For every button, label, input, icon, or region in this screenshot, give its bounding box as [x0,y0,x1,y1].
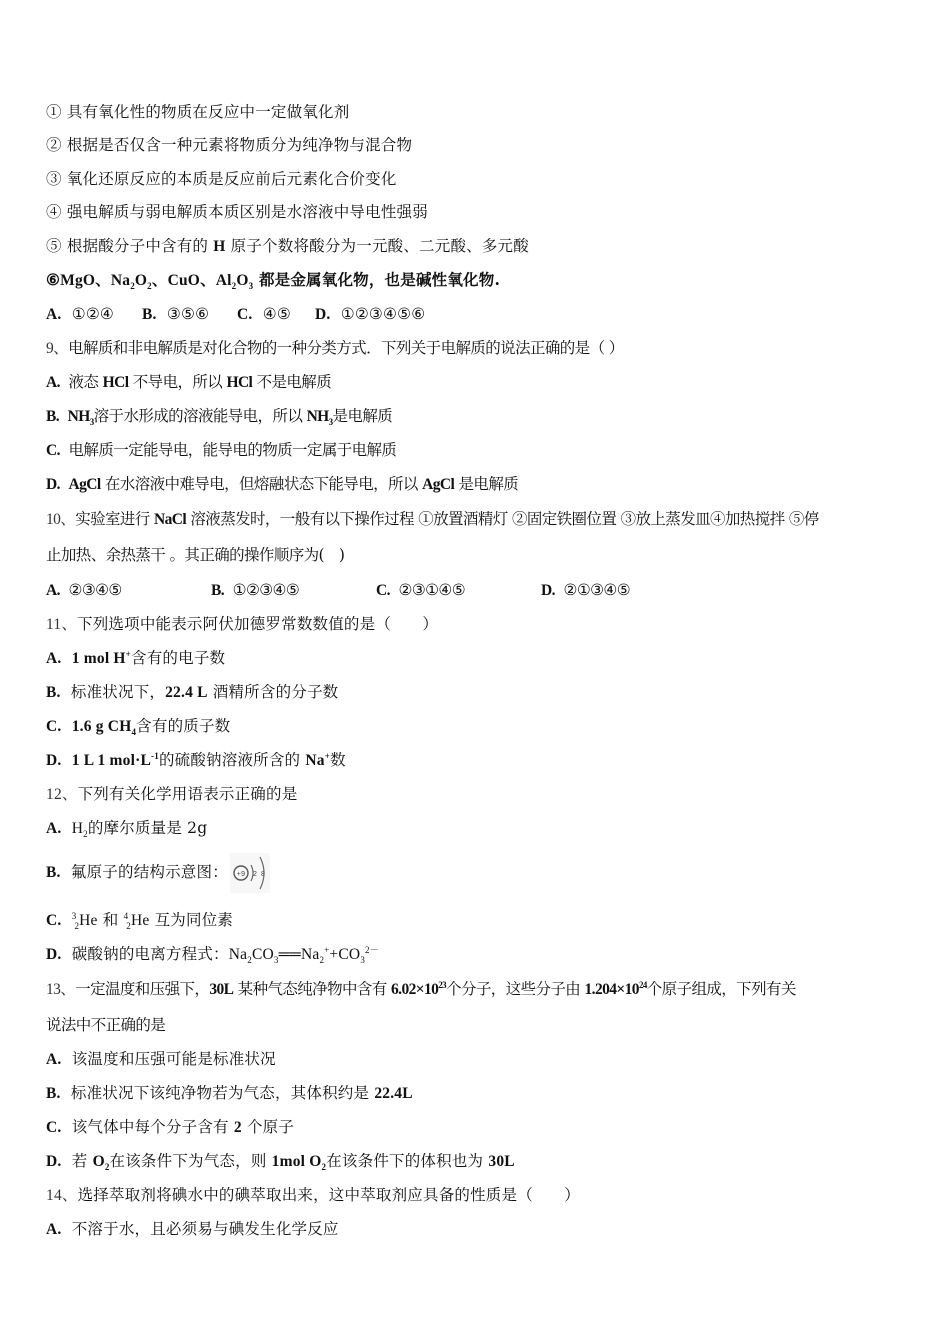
svg-text:2: 2 [252,871,257,878]
q11-option-a[interactable]: A. 1 mol H+含有的电子数 [46,648,226,667]
question-number: 9、 [46,340,69,357]
q10-option-d[interactable]: D. ②①③④⑤ [541,581,631,599]
ionization-equation: $Na_2CO_3══Na_2^++CO_3^{2-}$ [228,944,379,966]
question-number: 14、 [46,1187,78,1204]
statement-5 [46,236,529,257]
q13-option-b[interactable]: B. 标准状况下该纯净物若为气态，其体积约是 22.4L [46,1084,413,1102]
q10-option-c[interactable]: C. ②③①④⑤ [376,581,466,599]
separator: 、 [95,270,111,289]
statement-5-pre: ⑤ 根据酸分子中含有的 [46,237,214,255]
question-number: 13、 [46,981,76,998]
question-number: 11、 [46,616,78,633]
svg-text:+9: +9 [236,871,246,878]
q14-option-a[interactable]: A. 不溶于水，且必须易与碘发生化学反应 [46,1220,339,1238]
q13-stem-line-1: 13、一定温度和压强下，30L 某种气态纯净物中含有 $6.02\times 10^{23}$个分子，这些分子由 $1.204\times 10^{24}$个原子组成，下列有关 [46,979,796,998]
formula-nacl: NaCl [154,511,187,528]
formula-h: H [213,238,226,255]
q10-stem-line-2: 止加热、余热蒸干 。其正确的操作顺序为( ) [46,546,345,564]
statement-1: ① 具有氧化性的物质在反应中一定做氧化剂 [46,103,350,121]
formula-cuo: CuO [167,272,201,289]
q9-option-c[interactable]: C. 电解质一定能导电，能导电的物质一定属于电解质 [46,441,397,459]
q11-option-b[interactable]: B. 标准状况下，22.4 L 酒精所含的分子数 [46,683,339,701]
statement-6-mark: ⑥ [46,270,61,289]
separator: 、 [200,270,216,289]
q11-stem [46,614,438,635]
question-text: 电解质和非电解质是对化合物的一种分类方式．下列关于电解质的说法正确的是（ ） [68,339,624,357]
statement-6 [46,270,500,291]
q9-stem [46,338,624,359]
q10-options [46,580,630,601]
q8-options [46,304,425,325]
q9-option-a[interactable]: A. 液态 HCl 不导电，所以 HCl 不是电解质 [46,373,332,391]
q9-option-d[interactable]: D. AgCl 在水溶液中难导电，但熔融状态下能导电，所以 AgCl 是电解质 [46,475,519,493]
formula-al2o3: $Al_2O_3$ [215,272,254,292]
q11-option-c[interactable]: C. 1.6 g $CH_4$含有的质子数 [46,717,231,738]
q12-option-a[interactable]: A. $H_2$的摩尔质量是 2g [46,819,208,840]
q11-option-d[interactable]: D. 1 L 1 $mol\cdot L^{-1}$的硫酸钠溶液所含的 Na+数 [46,750,346,769]
q13-option-a[interactable]: A. 该温度和压强可能是标准状况 [46,1050,276,1068]
q12-option-b[interactable]: B. 氟原子的结构示意图： +9 2 8 [46,852,270,893]
svg-text:8: 8 [260,871,265,878]
q13-option-d[interactable]: D. 若 $O_2$在该条件下为气态，则 1mol $O_2$在该条件下的体积也为 30L [46,1152,515,1173]
question-number: 10、 [46,511,76,528]
q13-option-c[interactable]: C. 该气体中每个分子含有 2 个原子 [46,1118,295,1136]
q8-option-b[interactable]: B. ③⑤⑥ [142,305,210,323]
question-text: 下列有关化学用语表示正确的是 [77,785,298,803]
q10-option-b[interactable]: B. ①②③④⑤ [211,581,300,599]
q12-option-c[interactable]: C. $^3_2$He 和 $^4_2$He 互为同位素 [46,910,234,932]
q12-stem [46,784,297,805]
formula-na2o2: $Na_2O_2$ [110,272,152,292]
q12-option-d[interactable]: D. 碳酸钠的电离方程式：$Na_2CO_3══Na_2^++CO_3^{2-}$ [46,944,379,966]
q8-option-a[interactable]: A. ①②④ [46,305,115,323]
q9-option-b[interactable]: B. $NH_3$溶于水形成的溶液能导电，所以 $NH_3$是电解质 [46,407,393,428]
q14-stem [46,1185,580,1206]
question-text: 下列选项中能表示阿伏加德罗常数数值的是（ ） [77,615,439,633]
statement-2: ② 根据是否仅含一种元素将物质分为纯净物与混合物 [46,136,413,154]
question-number: 12、 [46,786,78,803]
separator: 、 [151,270,168,289]
q10-option-a[interactable]: A. ②③④⑤ [46,581,122,599]
q8-option-c[interactable]: C. ④⑤ [237,305,291,323]
fluorine-atom-diagram [230,853,270,893]
formula-mgo: MgO [60,272,96,289]
statement-4: ④ 强电解质与弱电解质本质区别是水溶液中导电性强弱 [46,203,428,221]
question-text: 选择萃取剂将碘水中的碘萃取出来，这中萃取剂应具备的性质是（ ） [77,1186,581,1204]
q8-option-d[interactable]: D. ①②③④⑤⑥ [315,305,426,323]
q13-stem-line-2: 说法中不正确的是 [46,1016,166,1034]
statement-3: ③ 氧化还原反应的本质是反应前后元素化合价变化 [46,170,397,188]
statement-6-post: 都是金属氧化物，也是碱性氧化物. [258,270,501,289]
statement-5-post: 原子个数将酸分为一元酸、二元酸、多元酸 [225,237,529,255]
q10-stem-line-1: 10、实验室进行 NaCl 溶液蒸发时，一般有以下操作过程 ①放置酒精灯 ②固定铁圈位置 ③放上蒸发皿④加热搅拌 ⑤停 [46,510,819,528]
